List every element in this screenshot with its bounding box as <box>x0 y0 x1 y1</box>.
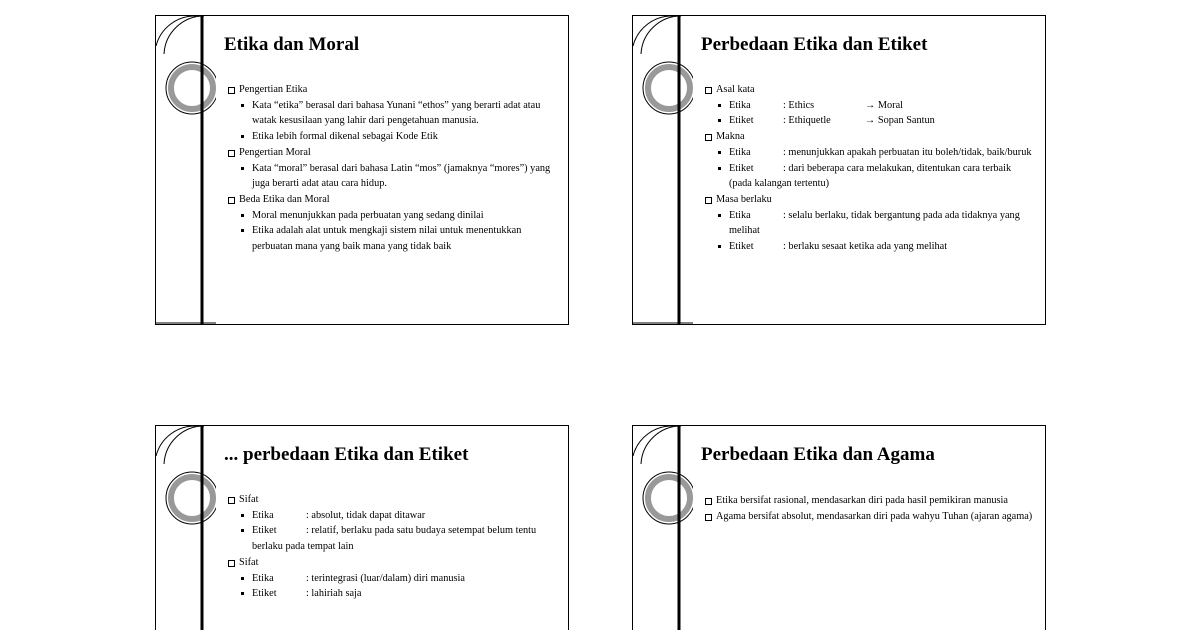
term-label: Etika <box>729 209 751 221</box>
list-item: Etika bersifat rasional, mendasarkan diri pada hasil pemikiran manusia <box>705 493 1033 509</box>
list-item <box>228 523 556 554</box>
term-label: Etika <box>252 509 274 521</box>
list-item: Kata “moral” berasal dari bahasa Latin “mos” (jamaknya “mores”) yang juga berarti adat atau cara hidup. <box>228 161 556 192</box>
term-value: : menunjukkan apakah perbuatan itu boleh/tidak, baik/buruk <box>783 146 1032 158</box>
term-value: : terintegrasi (luar/dalam) diri manusia <box>306 572 465 584</box>
slide-title: ... perbedaan Etika dan Etiket <box>224 444 469 465</box>
list-item <box>228 571 556 587</box>
list-item <box>705 145 1033 161</box>
term-value: : absolut, tidak dapat ditawar <box>306 509 426 521</box>
list-item <box>705 239 1033 255</box>
list-item: Agama bersifat absolut, mendasarkan diri pada wahyu Tuhan (ajaran agama) <box>705 509 1033 525</box>
list-item: Pengertian Moral <box>228 145 556 161</box>
list-item: Makna <box>705 129 1033 145</box>
list-item: Etika lebih formal dikenal sebagai Kode Etik <box>228 129 556 145</box>
term-arrow: → Sopan Santun <box>865 115 935 127</box>
slide-decoration <box>633 426 693 630</box>
term-label: Etiket <box>729 162 754 174</box>
term-value: : Ethiquetle <box>783 115 831 127</box>
term-label: Etika <box>729 146 751 158</box>
list-item: Asal kata <box>705 82 1033 98</box>
term-label: Etiket <box>252 525 277 537</box>
slide-decoration <box>633 16 693 325</box>
list-item <box>228 586 556 602</box>
term-label: Etiket <box>729 115 754 127</box>
term-value: : berlaku sesaat ketika ada yang melihat <box>783 241 948 253</box>
list-item <box>705 98 1033 114</box>
list-item: Sifat <box>228 555 556 571</box>
slide-body <box>705 493 1033 524</box>
slide-decoration <box>156 16 216 325</box>
slide-perbedaan-etika-agama <box>632 425 1046 630</box>
list-item: Kata “etika” berasal dari bahasa Yunani “ethos” yang berarti adat atau watak kesusilaan yang lahir dari pengetahuan manusia. <box>228 98 556 129</box>
list-item <box>705 208 1033 239</box>
term-label: Etika <box>252 572 274 584</box>
term-value: : relatif, berlaku pada satu budaya setempat belum tentu berlaku pada tempat lain <box>252 525 537 553</box>
term-label: Etiket <box>729 241 754 253</box>
slide-title: Etika dan Moral <box>224 34 360 55</box>
list-item: Moral menunjukkan pada perbuatan yang sedang dinilai <box>228 208 556 224</box>
slide-decoration <box>156 426 216 630</box>
term-arrow: → Moral <box>865 99 904 111</box>
list-item: Pengertian Etika <box>228 82 556 98</box>
term-label: Etiket <box>252 588 277 600</box>
term-value: : Ethics <box>783 99 815 111</box>
slide-body <box>705 82 1033 255</box>
list-item <box>705 113 1033 129</box>
slide-title: Perbedaan Etika dan Etiket <box>701 34 928 55</box>
slide-lanjutan-etika-etiket <box>155 425 569 630</box>
list-item: Etika adalah alat untuk mengkaji sistem nilai untuk menentukkan perbuatan mana yang baik mana yang tidak baik <box>228 223 556 254</box>
list-item: Beda Etika dan Moral <box>228 192 556 208</box>
term-value: : dari beberapa cara melakukan, ditentukan cara terbaik (pada kalangan tertentu) <box>729 162 1012 190</box>
term-label: Etika <box>729 99 751 111</box>
slide-perbedaan-etika-etiket <box>632 15 1046 325</box>
list-item: Sifat <box>228 492 556 508</box>
slide-etika-dan-moral <box>155 15 569 325</box>
slide-title: Perbedaan Etika dan Agama <box>701 444 935 465</box>
term-value: : selalu berlaku, tidak bergantung pada ada tidaknya yang melihat <box>729 209 1020 237</box>
term-value: : lahiriah saja <box>306 588 362 600</box>
list-item <box>705 161 1033 192</box>
slide-body <box>228 82 556 255</box>
list-item <box>228 508 556 524</box>
list-item: Masa berlaku <box>705 192 1033 208</box>
slide-body <box>228 492 556 602</box>
